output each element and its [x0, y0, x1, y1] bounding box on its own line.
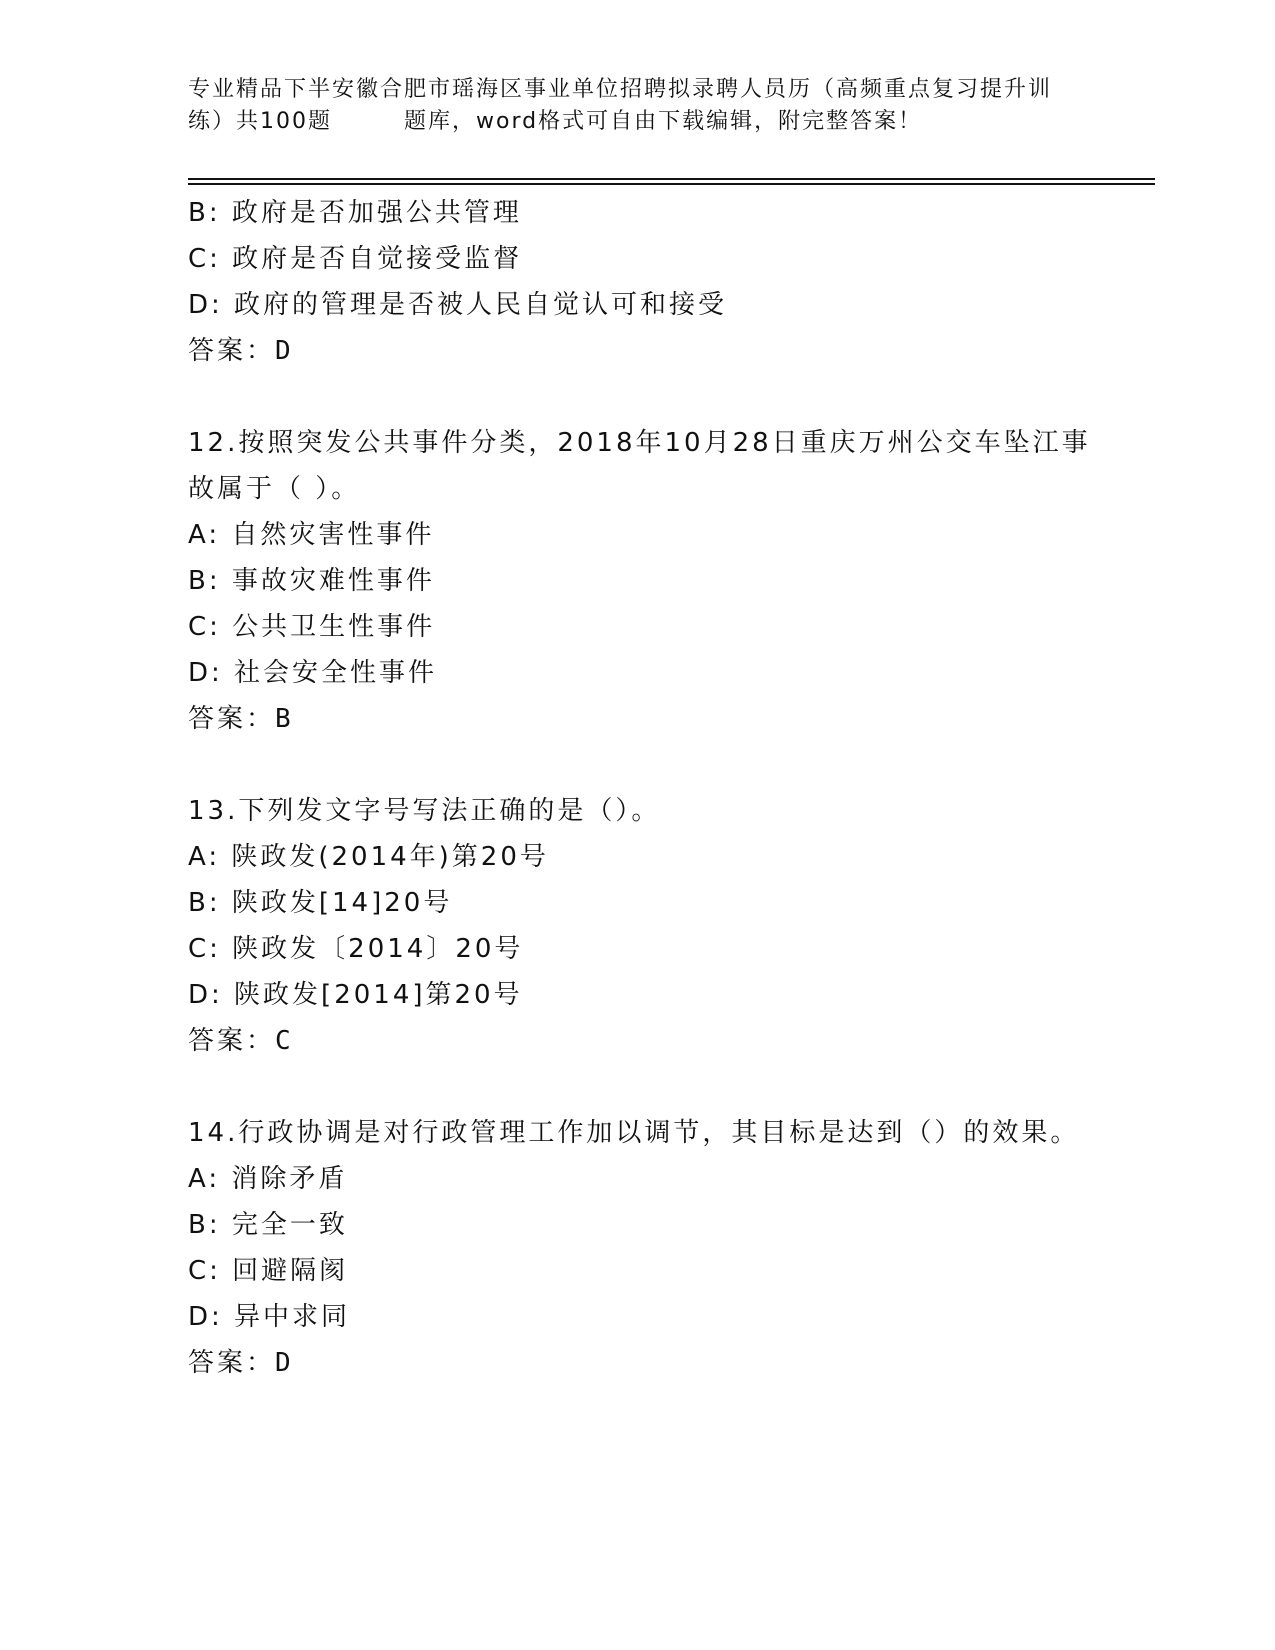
option-d: D: 异中求同	[188, 1302, 351, 1332]
question-stem-line-1: 14.行政协调是对行政管理工作加以调节，其目标是达到（）的效果。	[188, 1118, 1080, 1148]
header-title-line-1: 专业精品下半安徽合肥市瑶海区事业单位招聘拟录聘人员历（高频重点复习提升训	[188, 77, 1053, 102]
option-c: C: 陕政发〔2014〕20号	[188, 934, 524, 964]
question-stem-line-1: 12.按照突发公共事件分类，2018年10月28日重庆万州公交车坠江事	[188, 428, 1091, 458]
question-block-13	[188, 788, 1148, 1064]
answer-label: 答案：	[188, 1026, 276, 1056]
option-d: D: 社会安全性事件	[188, 658, 438, 688]
answer-value: C	[275, 1026, 294, 1056]
header-title-line-2	[188, 106, 1088, 138]
option-c: C: 政府是否自觉接受监督	[188, 244, 523, 274]
header-title-part-a: 练）共100题	[188, 109, 332, 134]
answer-line	[188, 1340, 1148, 1386]
question-stem-line-1: 13.下列发文字号写法正确的是（）。	[188, 796, 661, 826]
option-d: D: 陕政发[2014]第20号	[188, 980, 523, 1010]
answer-label: 答案：	[188, 1348, 276, 1378]
header-rule-bottom	[188, 183, 1155, 185]
option-a: A: 自然灾害性事件	[188, 520, 435, 550]
header-rule-top	[188, 178, 1155, 180]
answer-value: D	[275, 336, 294, 366]
option-d: D: 政府的管理是否被人民自觉认可和接受	[188, 290, 728, 320]
option-c: C: 回避隔阂	[188, 1256, 349, 1286]
answer-value: B	[275, 704, 294, 734]
header-title-part-b: 题库，word格式可自由下载编辑，附完整答案！	[404, 109, 923, 134]
answer-line	[188, 328, 1148, 374]
option-b: B: 陕政发[14]20号	[188, 888, 453, 918]
answer-value: D	[275, 1348, 294, 1378]
option-b: B: 完全一致	[188, 1210, 348, 1240]
page-header	[188, 74, 1088, 138]
question-list	[188, 190, 1148, 1386]
question-block-11	[188, 190, 1148, 374]
question-block-12	[188, 420, 1148, 742]
question-block-14	[188, 1110, 1148, 1386]
option-b: B: 政府是否加强公共管理	[188, 198, 522, 228]
option-c: C: 公共卫生性事件	[188, 612, 436, 642]
option-b: B: 事故灾难性事件	[188, 566, 435, 596]
question-stem-line-2: 故属于（ ）。	[188, 474, 361, 504]
answer-line	[188, 1018, 1148, 1064]
option-a: A: 消除矛盾	[188, 1164, 348, 1194]
answer-line	[188, 696, 1148, 742]
option-a: A: 陕政发(2014年)第20号	[188, 842, 549, 872]
answer-label: 答案：	[188, 336, 276, 366]
answer-label: 答案：	[188, 704, 276, 734]
